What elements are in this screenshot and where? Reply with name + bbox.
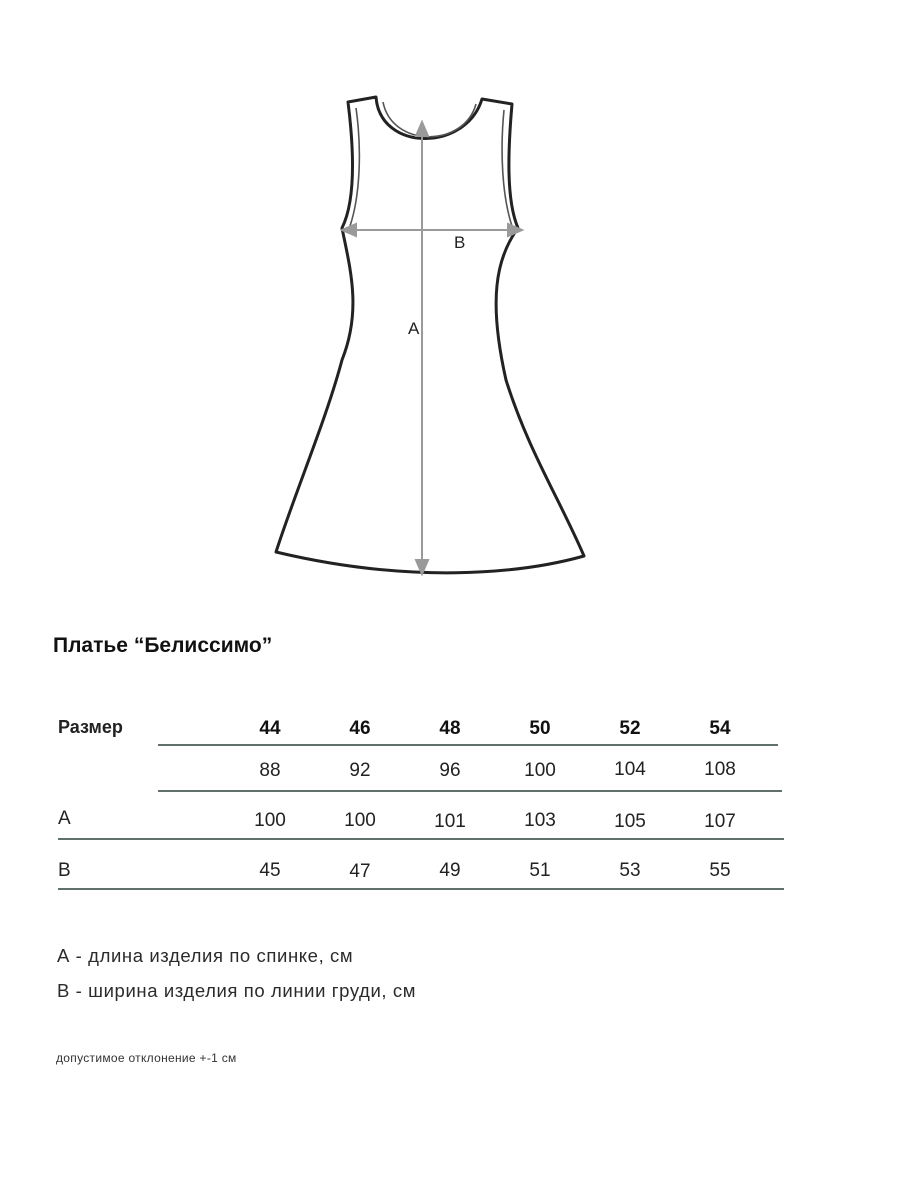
size-cell: 50: [529, 718, 551, 739]
b-value-cell: 51: [529, 860, 551, 881]
b-value-cell: 53: [619, 860, 641, 881]
a-value-cell: 105: [614, 811, 646, 832]
diagram-label-a: A: [408, 319, 420, 338]
length-arrow-top: [416, 122, 428, 136]
a-value-cell: 103: [524, 810, 556, 831]
table-divider: [158, 790, 782, 792]
page-title: Платье “Белиссимо”: [53, 634, 273, 657]
a-value-cell: 100: [254, 810, 286, 831]
row-label-a: A: [58, 808, 71, 829]
legend-a: А - длина изделия по спинке, см: [57, 945, 354, 966]
bust-cell: 96: [439, 760, 461, 781]
bust-cell: 92: [349, 760, 371, 781]
bust-cell: 104: [614, 759, 646, 780]
size-cell: 52: [619, 718, 641, 739]
diagram-label-b: B: [454, 233, 466, 252]
a-value-cell: 101: [434, 811, 466, 832]
table-divider: [158, 744, 778, 746]
bust-cell: 100: [524, 760, 556, 781]
a-value-cell: 100: [344, 810, 376, 831]
b-value-cell: 55: [709, 860, 731, 881]
size-cell: 54: [709, 718, 731, 739]
b-value-cell: 49: [439, 860, 461, 881]
bust-cell: 108: [704, 759, 736, 780]
measurement-arrows: [342, 122, 522, 574]
b-value-cell: 47: [349, 861, 371, 882]
table-divider: [58, 888, 784, 890]
size-header-label: Размер: [58, 717, 123, 737]
legend-b: В - ширина изделия по линии груди, см: [57, 980, 417, 1001]
size-cell: 44: [259, 718, 281, 739]
tolerance-note: допустимое отклонение +-1 см: [56, 1051, 237, 1065]
bust-cell: 88: [259, 760, 281, 781]
size-cell: 48: [439, 718, 461, 739]
b-value-cell: 45: [259, 860, 281, 881]
table-divider: [58, 838, 784, 840]
size-table: [58, 700, 784, 900]
dress-trim: [350, 102, 512, 226]
row-label-b: B: [58, 860, 71, 881]
dress-outline: [276, 97, 584, 573]
a-value-cell: 107: [704, 811, 736, 832]
size-cell: 46: [349, 718, 371, 739]
